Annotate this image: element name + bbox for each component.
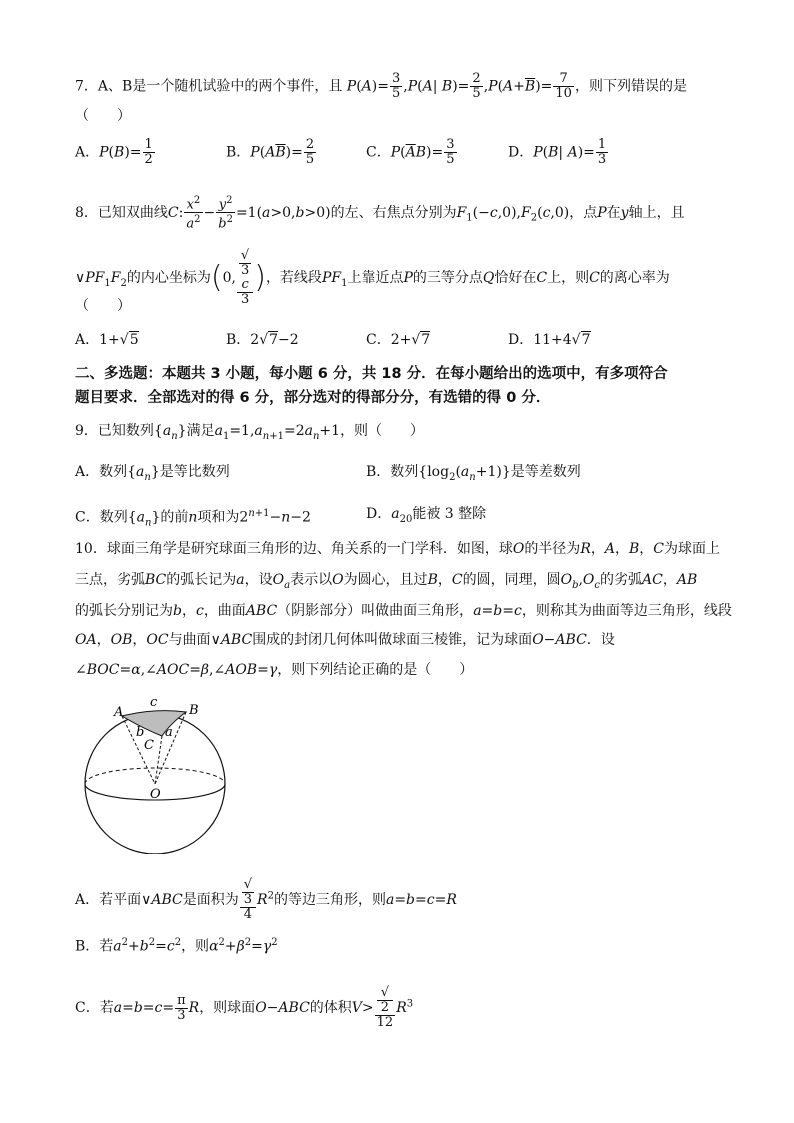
q8-option-d[interactable]: D．11+4√7 — [508, 332, 591, 348]
q7-option-d[interactable]: D．P(B| A)= $\frac{1}{3}$ — [508, 137, 607, 167]
q9-option-c[interactable]: C．数列$\{a_n\}$的前n项和为$2^{n+1}-n-2$ — [75, 508, 311, 529]
q10-stem-line3: 的弧长分别记为b，c，曲面ABC（阴影部分）叫做曲面三角形，a=b=c，则称其为曲面等边三角形，线段 — [75, 603, 732, 619]
q8-option-a[interactable]: A．1+√5 — [75, 332, 139, 348]
q7-option-a[interactable]: A．P(B)= $\frac{1}{2}$ — [75, 137, 153, 167]
q9-option-d[interactable]: D．$a_{20}$能被 3 整除 — [366, 506, 487, 525]
label-C: C — [144, 738, 154, 753]
q9-stem: 9．已知数列$\{a_n\}$满足$a_1=1,a_{n+1}=2a_n+1$，则（ ） — [75, 423, 425, 442]
q10-option-c[interactable]: C．若a=b=c= $\frac{\pi}{3}$ R，则球面O−ABC的体积V> √ 2 12 $R^3$ — [75, 985, 414, 1030]
q10-stem-line1: 10．球面三角学是研究球面三角形的边、角关系的一门学科．如图，球O的半径为R，A，B，C为球面上 — [75, 541, 720, 557]
label-O: O — [150, 787, 161, 802]
label-a: a — [165, 725, 173, 740]
q10-option-b[interactable]: B．若$a^2+b^2=c^2$，则$\alpha^2+\beta^2=\gamma^2$ — [75, 937, 278, 955]
q8-option-c[interactable]: C．2+√7 — [366, 332, 431, 348]
q8-option-b[interactable]: B．2√7−2 — [226, 332, 299, 348]
section2-title-line1: 二、多选题：本题共 3 小题，每小题 6 分，共 18 分．在每小题给出的选项中，有多项符合 — [75, 366, 668, 382]
q10-stem-line2: 三点，劣弧BC的弧长记为a，设$O_a$表示以O为圆心，且过B，C的圆，同理，圆$O_b,O_c$的劣弧AC，AB — [75, 572, 698, 591]
q7-bracket: （ ） — [75, 108, 131, 124]
label-b: b — [136, 725, 145, 740]
q7-stem: 7．A、B是一个随机试验中的两个事件，且 P(A)= $\frac{3}{5}$ ,P(A| B)= $\frac{2}{5}$ $,P(A+\overline{B})=$ $\frac{7}{10}$ ，则下列错误的是 — [75, 71, 687, 101]
q7-option-b[interactable]: B．$P(A\overline{B})=$ $\frac{2}{5}$ — [226, 137, 315, 167]
q8-stem-line2: $\vee PF_1F_2$的内心坐标为(0, √ 3 c 3 )，若线段$PF_1$上靠近点P的三等分点Q恰好在C上，则C的离心率为 — [75, 248, 670, 307]
q10-stem-line5: ∠BOC=α,∠AOC=β,∠AOB=γ，则下列结论正确的是（ ） — [75, 662, 474, 678]
q9-option-a[interactable]: A．数列$\{a_n\}$是等比数列 — [75, 464, 230, 483]
q10-stem-line4: OA，OB，OC与曲面∨ABC围成的封闭几何体叫做球面三棱锥，记为球面O−ABC．设 — [75, 632, 615, 648]
q10-option-a[interactable]: A．若平面∨ABC是面积为 √ 3 4 $R^2$的等边三角形，则a=b=c=R — [75, 877, 457, 922]
section2-title-line2: 题目要求．全部选对的得 6 分，部分选对的得部分分，有选错的得 0 分． — [75, 390, 551, 406]
spherical-triangle-figure — [78, 694, 238, 854]
q7-option-c[interactable]: C．$P(\overline{A}B)=$ $\frac{3}{5}$ — [366, 137, 455, 167]
curved-triangle-shade — [122, 711, 186, 736]
label-A: A — [114, 705, 124, 720]
label-B: B — [189, 703, 199, 718]
q8-stem-line1: 8．已知双曲线C: $\frac{x^2}{a^2}$ − $\frac{y^2}{b^2}$ =1(a>0,b>0)的左、右焦点分别为$F_1(-c,0),F_2(c,0)$，点P在y轴上，且 — [75, 195, 685, 232]
q8-bracket: （ ） — [75, 298, 131, 314]
label-c: c — [150, 695, 158, 710]
q9-option-b[interactable]: B．数列$\{\log_2(a_n+1)\}$是等差数列 — [366, 464, 581, 483]
